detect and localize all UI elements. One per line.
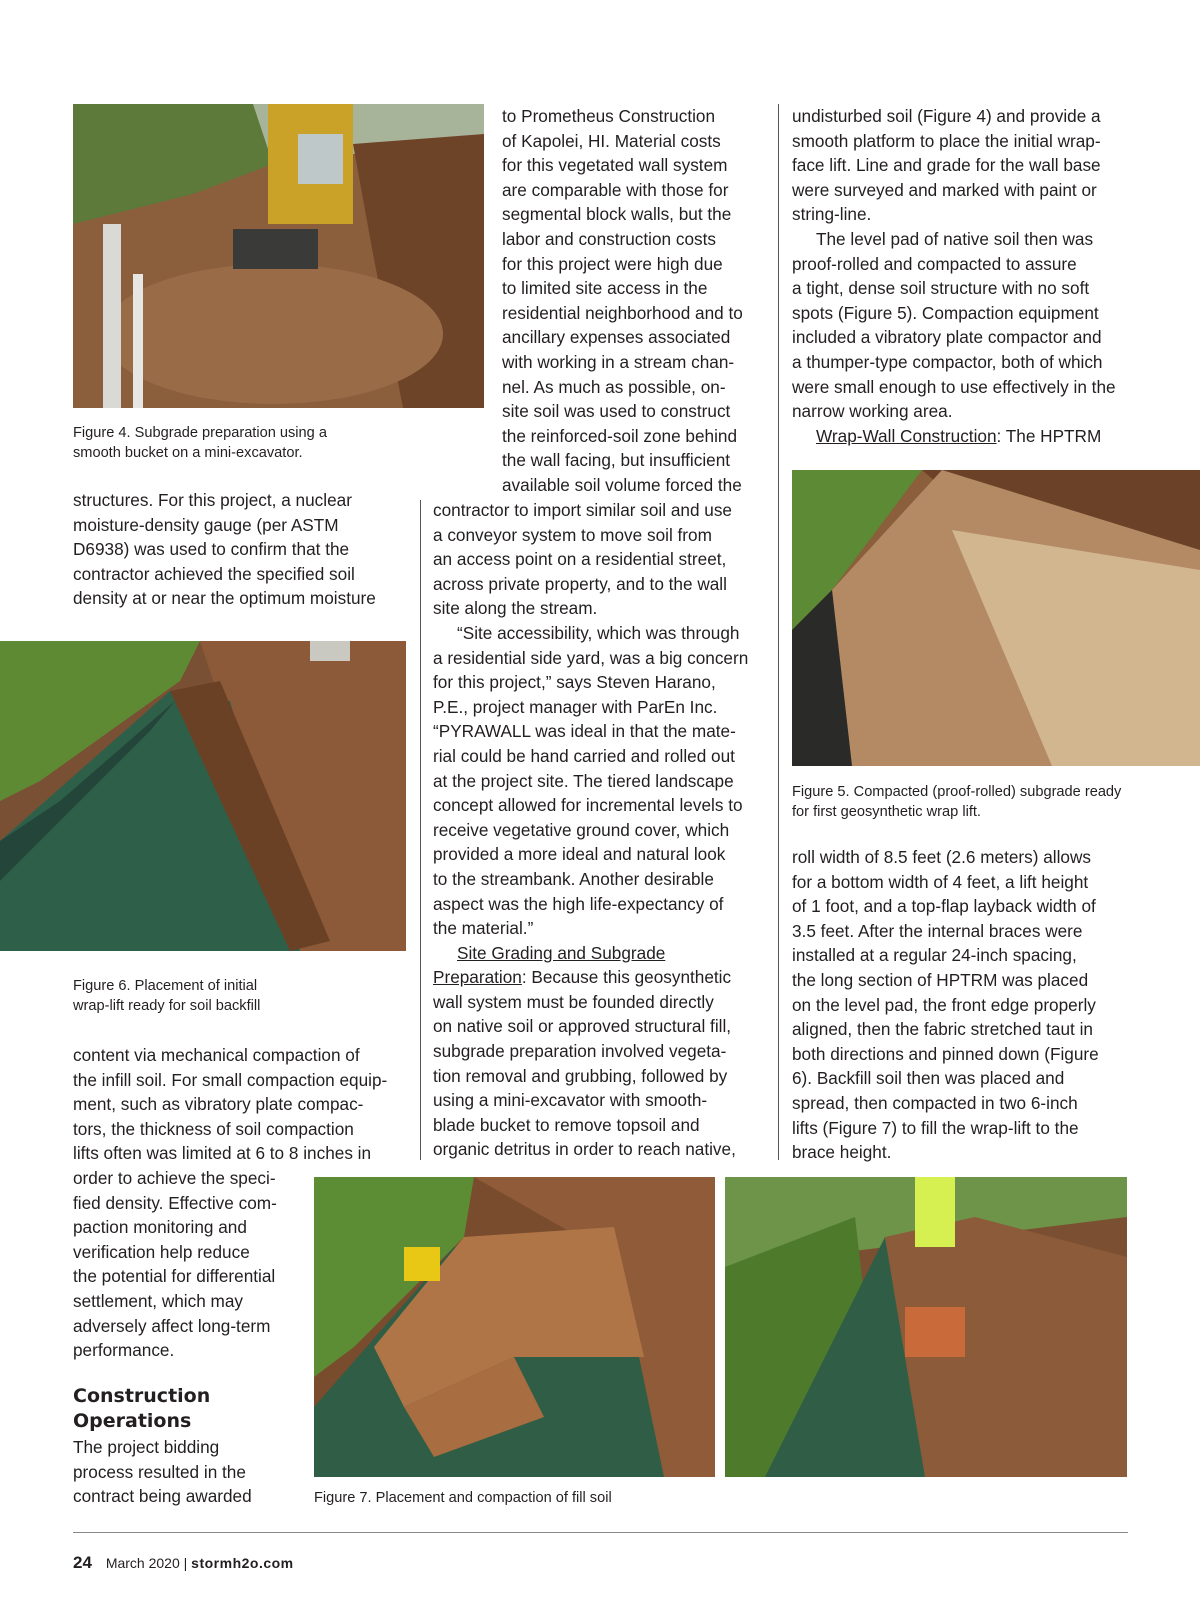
text-line: at the project site. The tiered landscape bbox=[433, 770, 734, 791]
subhead-wrap-wall: Wrap-Wall Construction bbox=[816, 425, 997, 446]
text-line: a residential side yard, was a big concern bbox=[433, 647, 749, 668]
text-line: to the streambank. Another desirable bbox=[433, 868, 714, 889]
heading-line: Operations bbox=[73, 1410, 192, 1432]
text-line: P.E., project manager with ParEn Inc. bbox=[433, 696, 718, 717]
figure-4-photo bbox=[73, 104, 484, 408]
text-line: spots (Figure 5). Compaction equipment bbox=[792, 302, 1099, 323]
text-line: labor and construction costs bbox=[502, 228, 717, 249]
text-line: paction monitoring and bbox=[73, 1217, 247, 1238]
text-line: for this project,” says Steven Harano, bbox=[433, 672, 716, 693]
figure-6-photo bbox=[0, 641, 406, 951]
subhead-preparation: Preparation bbox=[433, 967, 522, 988]
text-line: smooth platform to place the initial wrap- bbox=[792, 130, 1101, 151]
text-line: included a vibratory plate compactor and bbox=[792, 327, 1102, 348]
text-line: adversely affect long-term bbox=[73, 1315, 271, 1336]
text-line: rial could be hand carried and rolled out bbox=[433, 745, 735, 766]
text-line: 3.5 feet. After the internal braces were bbox=[792, 920, 1083, 941]
text-line: the reinforced-soil zone behind bbox=[502, 425, 738, 446]
col1-top-paragraph bbox=[73, 488, 408, 611]
text-line: lifts (Figure 7) to fill the wrap-lift to the bbox=[792, 1117, 1079, 1138]
figure-7-photo-left bbox=[314, 1177, 715, 1477]
text-line: the infill soil. For small compaction equip- bbox=[73, 1069, 388, 1090]
page-footer bbox=[73, 1553, 294, 1573]
text-line: aspect was the high life-expectancy of bbox=[433, 893, 724, 914]
text-line: tors, the thickness of soil compaction bbox=[73, 1118, 354, 1139]
text-line: spread, then compacted in two 6-inch bbox=[792, 1092, 1078, 1113]
text-line: a tight, dense soil structure with no soft bbox=[792, 278, 1090, 299]
text-line: concept allowed for incremental levels to bbox=[433, 795, 743, 816]
text-line: on the level pad, the front edge properly bbox=[792, 994, 1096, 1015]
text-line: undisturbed soil (Figure 4) and provide a bbox=[792, 106, 1101, 126]
text-line: process resulted in the bbox=[73, 1461, 246, 1482]
text-line: content via mechanical compaction of bbox=[73, 1045, 360, 1065]
text-line: were small enough to use effectively in the bbox=[792, 376, 1116, 397]
issue-date: March 2020 bbox=[105, 1555, 180, 1571]
text-line: with working in a stream chan- bbox=[502, 351, 735, 372]
footer-rule bbox=[73, 1532, 1128, 1533]
text-line: lifts often was limited at 6 to 8 inches in bbox=[73, 1143, 372, 1164]
figure-label: Figure 7. bbox=[314, 1490, 372, 1506]
text-line: proof-rolled and compacted to assure bbox=[792, 253, 1077, 274]
text-line: performance. bbox=[73, 1340, 175, 1361]
text-line: the potential for differential bbox=[73, 1266, 276, 1287]
subhead-rest: : Because this geosynthetic bbox=[521, 967, 732, 988]
text-line: for this project were high due bbox=[502, 253, 723, 274]
footer-separator: | bbox=[183, 1555, 188, 1571]
figure-caption-text: Placement of initial wrap-lift ready for soil backfill bbox=[73, 978, 261, 1014]
column-rule bbox=[420, 500, 421, 1160]
text-line: across private property, and to the wall bbox=[433, 573, 727, 594]
figure-4-caption bbox=[73, 423, 373, 463]
text-line: contractor to import similar soil and use bbox=[433, 500, 732, 520]
text-line: blade bucket to remove topsoil and bbox=[433, 1114, 700, 1135]
text-line: contractor achieved the specified soil bbox=[73, 563, 355, 584]
text-line: “PYRAWALL was ideal in that the mate- bbox=[433, 721, 736, 742]
text-line: aligned, then the fabric stretched taut in bbox=[792, 1019, 1093, 1040]
text-line: nel. As much as possible, on- bbox=[502, 376, 726, 397]
text-line: fied density. Effective com- bbox=[73, 1192, 277, 1213]
text-line: an access point on a residential street, bbox=[433, 549, 727, 570]
text-line: structures. For this project, a nuclear bbox=[73, 490, 352, 510]
text-line: both directions and pinned down (Figure bbox=[792, 1043, 1099, 1064]
text-line: are comparable with those for bbox=[502, 179, 729, 200]
text-line: on native soil or approved structural fill, bbox=[433, 1016, 732, 1037]
figure-7-caption bbox=[314, 1488, 714, 1508]
text-line: D6938) was used to confirm that the bbox=[73, 539, 350, 560]
text-line: to Prometheus Construction bbox=[502, 106, 716, 126]
text-line: “Site accessibility, which was through bbox=[457, 622, 740, 643]
text-line: brace height. bbox=[792, 1142, 892, 1163]
text-line: verification help reduce bbox=[73, 1241, 250, 1262]
subhead-rest: : The HPTRM bbox=[996, 425, 1102, 446]
text-line: settlement, which may bbox=[73, 1290, 244, 1311]
text-line: organic detritus in order to reach native, bbox=[433, 1139, 736, 1160]
text-line: using a mini-excavator with smooth- bbox=[433, 1090, 708, 1111]
text-line: residential neighborhood and to bbox=[502, 302, 743, 323]
subhead-line bbox=[433, 941, 773, 966]
text-line: site soil was used to construct bbox=[502, 401, 731, 422]
subhead-line bbox=[792, 424, 1137, 449]
figure-5-caption bbox=[792, 782, 1132, 822]
text-line: a conveyor system to move soil from bbox=[433, 524, 712, 545]
text-line: receive vegetative ground cover, which bbox=[433, 819, 730, 840]
text-line: site along the stream. bbox=[433, 598, 598, 619]
figure-label: Figure 6. bbox=[73, 978, 131, 994]
figure-7-photo-right bbox=[725, 1177, 1127, 1477]
text-line: the wall facing, but insufficient bbox=[502, 450, 731, 471]
text-line: segmental block walls, but the bbox=[502, 204, 732, 225]
text-line: available soil volume forced the bbox=[502, 474, 742, 495]
text-line: the long section of HPTRM was placed bbox=[792, 969, 1089, 990]
text-line: moisture-density gauge (per ASTM bbox=[73, 514, 339, 535]
text-line: face lift. Line and grade for the wall base bbox=[792, 155, 1101, 176]
section-heading-construction-operations bbox=[73, 1384, 273, 1434]
text-line: The level pad of native soil then was bbox=[816, 228, 1094, 249]
col1-end-paragraph bbox=[73, 1435, 283, 1509]
col3-top-paragraph bbox=[792, 104, 1137, 448]
text-line: 6). Backfill soil then was placed and bbox=[792, 1068, 1065, 1089]
text-line: of 1 foot, and a top-flap layback width of bbox=[792, 896, 1096, 917]
figure-5-photo bbox=[792, 470, 1200, 766]
figure-caption-text: Subgrade preparation using a smooth bucket on a mini-excavator. bbox=[73, 425, 327, 461]
subhead-line bbox=[433, 965, 773, 990]
text-line: density at or near the optimum moisture bbox=[73, 588, 376, 609]
text-line: ment, such as vibratory plate compac- bbox=[73, 1094, 364, 1115]
text-line: of Kapolei, HI. Material costs bbox=[502, 130, 721, 151]
figure-label: Figure 5. bbox=[792, 784, 850, 800]
site-link[interactable]: stormh2o.com bbox=[191, 1555, 294, 1571]
text-line: were surveyed and marked with paint or bbox=[792, 179, 1097, 200]
page-number: 24 bbox=[73, 1553, 92, 1572]
text-line: wall system must be founded directly bbox=[433, 991, 714, 1012]
text-line: The project bidding bbox=[73, 1437, 220, 1457]
text-line: narrow working area. bbox=[792, 401, 953, 422]
column-rule bbox=[778, 104, 779, 1160]
text-line: for this vegetated wall system bbox=[502, 155, 728, 176]
figure-caption-text: Compacted (proof-rolled) subgrade ready for first geosynthetic wrap lift. bbox=[792, 784, 1122, 820]
col3-bottom-paragraph bbox=[792, 845, 1137, 1165]
subhead-site-grading: Site Grading and Subgrade bbox=[457, 942, 666, 963]
text-line: for a bottom width of 4 feet, a lift height bbox=[792, 871, 1089, 892]
text-line: order to achieve the speci- bbox=[73, 1167, 276, 1188]
figure-caption-text: Placement and compaction of fill soil bbox=[375, 1490, 612, 1506]
text-line: provided a more ideal and natural look bbox=[433, 844, 726, 865]
col2-wide-paragraph bbox=[433, 498, 773, 1162]
text-line: string-line. bbox=[792, 204, 872, 225]
text-line: tion removal and grubbing, followed by bbox=[433, 1065, 728, 1086]
text-line: ancillary expenses associated bbox=[502, 327, 731, 348]
figure-6-caption bbox=[73, 976, 293, 1016]
text-line: installed at a regular 24-inch spacing, bbox=[792, 945, 1077, 966]
heading-line: Construction bbox=[73, 1385, 211, 1407]
figure-label: Figure 4. bbox=[73, 425, 131, 441]
text-line: contract being awarded bbox=[73, 1486, 252, 1507]
text-line: a thumper-type compactor, both of which bbox=[792, 351, 1103, 372]
text-line: to limited site access in the bbox=[502, 278, 708, 299]
text-line: roll width of 8.5 feet (2.6 meters) allows bbox=[792, 847, 1091, 867]
text-line: subgrade preparation involved vegeta- bbox=[433, 1041, 727, 1062]
col2-narrow-paragraph bbox=[502, 104, 772, 498]
text-line: the material.” bbox=[433, 918, 534, 939]
